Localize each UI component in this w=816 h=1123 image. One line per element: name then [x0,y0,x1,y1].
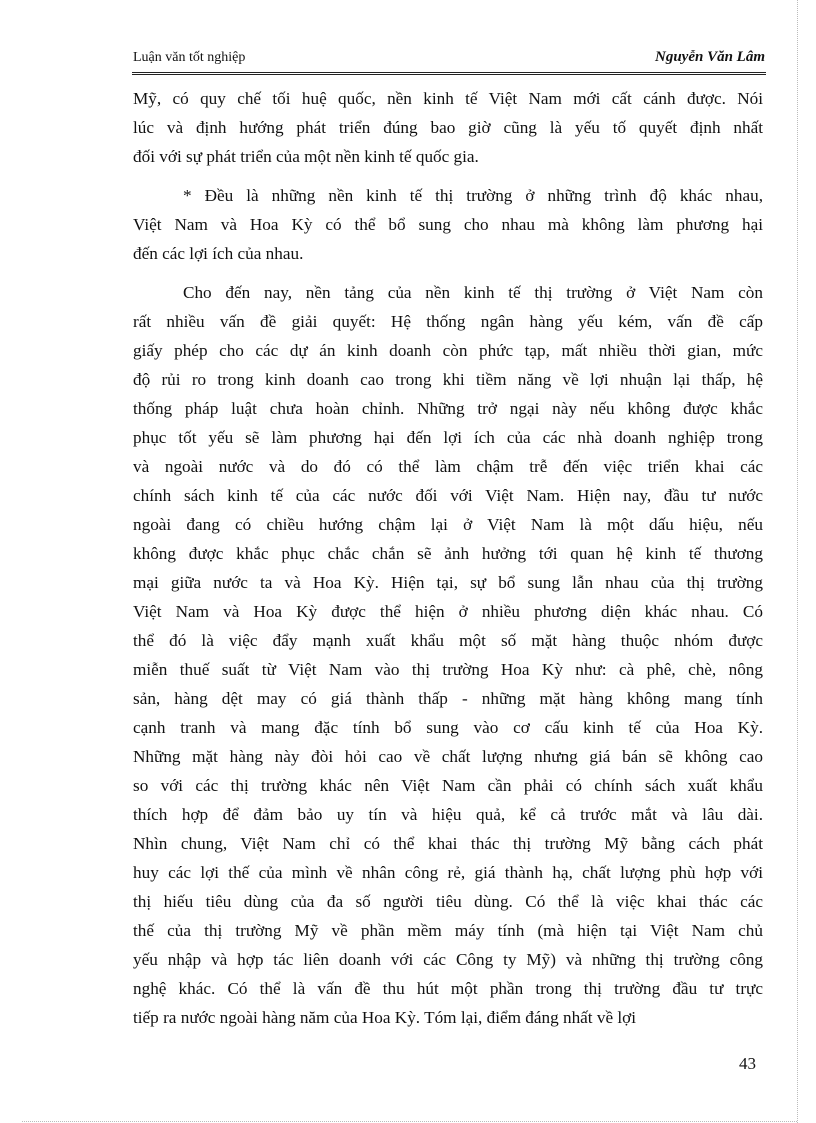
text-line: ngoài đang có chiều hướng chậm lại ở Việt Nam là một dấu hiệu, nếu [133,515,763,534]
paragraph [133,84,763,171]
text-line: đến các lợi ích của nhau. [133,244,304,263]
text-line: không được khắc phục chắc chắn sẽ ảnh hưởng tới quan hệ kinh tế thương [133,544,763,563]
page-right-edge [797,0,798,1123]
text-line: Việt Nam và Hoa Kỳ được thể hiện ở nhiều phương diện khác nhau. Có [133,602,763,621]
text-line: giấy phép cho các dự án kinh doanh còn phức tạp, mất nhiều thời gian, mức [133,341,763,360]
header-thesis-title: Luận văn tốt nghiệp [133,50,246,65]
text-line: cạnh tranh và mang đặc tính bổ sung vào cơ cấu kinh tế của Hoa Kỳ. [133,718,763,737]
text-line: độ rủi ro trong kinh doanh cao trong khi tiềm năng về lợi nhuận lại thấp, hệ [133,370,763,389]
text-line: Những mặt hàng này đòi hỏi cao về chất lượng nhưng giá bán sẽ không cao [133,747,763,766]
text-line: chính sách kinh tế của các nước đối với Việt Nam. Hiện nay, đầu tư nước [133,486,763,505]
text-line: yếu nhập và hợp tác liên doanh với các Công ty Mỹ) và những thị trường công [133,950,763,969]
text-line: rất nhiều vấn đề giải quyết: Hệ thống ngân hàng yếu kém, vấn đề cấp [133,312,763,331]
paragraph [133,181,763,268]
text-line: huy các lợi thế của mình về nhân công rẻ, giá thành hạ, chất lượng phù hợp với [133,863,763,882]
text-line: * Đều là những nền kinh tế thị trường ở những trình độ khác nhau, [183,186,763,205]
page-header [133,48,765,72]
page-bottom-edge [22,1121,797,1122]
text-line: thống pháp luật chưa hoàn chỉnh. Những trở ngại này nếu không được khắc [133,399,763,418]
text-line: so với các thị trường khác nên Việt Nam cần phải có chính sách xuất khẩu [133,776,763,795]
paragraph [133,278,763,1032]
paragraph-spacer [133,171,763,181]
text-line: miễn thuế suất từ Việt Nam vào thị trường Hoa Kỳ như: cà phê, chè, nông [133,660,763,679]
text-line: thị hiếu tiêu dùng của đa số người tiêu dùng. Có thể là việc khai thác các [133,892,763,911]
text-line: lúc và định hướng phát triển đúng bao giờ cũng là yếu tố quyết định nhất [133,118,763,137]
text-line: sản, hàng dệt may có giá thành thấp - những mặt hàng không mang tính [133,689,763,708]
text-line: mại giữa nước ta và Hoa Kỳ. Hiện tại, sự bổ sung lẫn nhau của thị trường [133,573,763,592]
body-text [133,84,763,1032]
text-line: nghệ khác. Có thể là vấn đề thu hút một phần trong thị trường đầu tư trực [133,979,763,998]
text-line: Nhìn chung, Việt Nam chỉ có thể khai thác thị trường Mỹ bằng cách phát [133,834,763,853]
text-line: Mỹ, có quy chế tối huệ quốc, nền kinh tế Việt Nam mới cất cánh được. Nói [133,89,763,108]
header-author-name: Nguyễn Văn Lâm [654,49,765,65]
text-line: thể đó là việc đẩy mạnh xuất khẩu một số mặt hàng thuộc nhóm được [133,631,763,650]
page-number: 43 [739,1054,756,1073]
text-line: đối với sự phát triển của một nền kinh tế quốc gia. [133,147,479,166]
text-line: và ngoài nước và do đó có thể làm chậm trễ đến việc triển khai các [133,457,763,476]
header-divider [132,72,766,75]
text-line: tiếp ra nước ngoài hàng năm của Hoa Kỳ. Tóm lại, điểm đáng nhất về lợi [133,1008,637,1027]
text-line: thế của thị trường Mỹ về phần mềm máy tính (mà hiện tại Việt Nam chủ [133,921,763,940]
text-line: Cho đến nay, nền tảng của nền kinh tế thị trường ở Việt Nam còn [183,283,763,302]
text-line: thích hợp để đảm bảo uy tín và hiệu quả, kể cả trước mắt và lâu dài. [133,805,763,824]
paragraph-spacer [133,268,763,278]
text-line: phục tốt yếu sẽ làm phương hại đến lợi ích của các nhà doanh nghiệp trong [133,428,763,447]
text-line: Việt Nam và Hoa Kỳ có thể bổ sung cho nhau mà không làm phương hại [133,215,763,234]
